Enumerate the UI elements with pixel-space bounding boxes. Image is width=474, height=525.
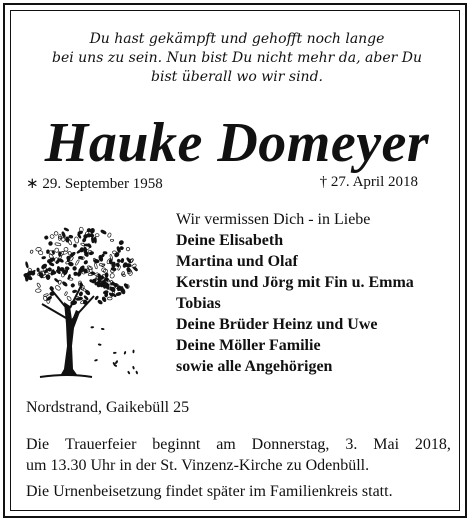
leaf [107, 297, 112, 300]
leaf [48, 257, 55, 263]
leaf [83, 247, 87, 254]
leaf [37, 283, 41, 288]
leaf [76, 249, 82, 254]
falling-leaf [113, 352, 117, 354]
leaf [124, 283, 129, 289]
leaf [30, 250, 34, 254]
leaf [95, 296, 99, 301]
leaf [25, 277, 30, 279]
ground-line [40, 375, 92, 377]
leaf [74, 237, 79, 244]
service-line-1 [26, 434, 451, 455]
leaf [72, 266, 77, 271]
leaf [62, 238, 66, 242]
falling-leaves [90, 326, 138, 375]
leaf [35, 289, 41, 293]
leaf [116, 292, 122, 296]
leaf [69, 235, 74, 239]
poem-line-2: bei uns zu sein. Nun bist Du nicht mehr da, aber Du [51, 50, 422, 66]
leaf [73, 244, 77, 248]
leaf [37, 268, 40, 272]
poem-line-1: Du hast gekämpft und gehofft noch lange [89, 31, 385, 47]
leaf [110, 239, 114, 241]
leaf [68, 262, 73, 266]
falling-leaf [123, 351, 126, 355]
falling-leaf [127, 371, 131, 375]
falling-leaf [90, 326, 94, 328]
service-word: 2018, [414, 436, 451, 453]
death-date: † 27. April 2018 [319, 174, 418, 190]
leaf [103, 251, 107, 254]
leaf [58, 234, 61, 240]
leaf [84, 244, 90, 247]
leaf [72, 290, 77, 293]
mourner-line: Deine Möller Familie [176, 337, 321, 354]
service-word: Die [26, 436, 50, 453]
mourner-line: Kerstin und Jörg mit Fin u. Emma [176, 274, 414, 291]
tree-foliage [24, 227, 139, 305]
leaf [55, 285, 62, 291]
leaf [66, 296, 72, 302]
leaf [79, 291, 83, 296]
leaf [116, 263, 120, 268]
poem-line-3: bist überall wo wir sind. [151, 69, 323, 85]
service-word: Mai [373, 436, 400, 453]
birth-date: ∗ 29. September 1958 [26, 176, 163, 192]
service-word: am [216, 436, 236, 453]
leaf [46, 274, 50, 279]
mourner-line: Tobias [176, 295, 221, 312]
leaf [74, 272, 78, 276]
leaf [83, 260, 88, 265]
leaf [68, 274, 71, 279]
leaf [69, 251, 76, 257]
service-word: Trauerfeier [65, 436, 137, 453]
tree-illustration [20, 224, 148, 384]
leaf [36, 247, 42, 251]
mourner-line: Deine Elisabeth [176, 232, 284, 249]
falling-leaf [132, 366, 135, 370]
address: Nordstrand, Gaikebüll 25 [26, 399, 190, 416]
leaf [64, 227, 69, 231]
leaf [67, 239, 72, 245]
leaf [54, 231, 58, 235]
leaf [117, 259, 121, 263]
mourner-line: Deine Brüder Heinz und Uwe [176, 316, 378, 333]
falling-leaf [94, 359, 98, 362]
leaf [121, 273, 125, 277]
falling-leaf [135, 370, 138, 374]
leaf [85, 289, 91, 295]
leaf [97, 299, 103, 304]
service-notice [26, 434, 451, 476]
leaf [126, 247, 131, 252]
leaf [95, 234, 99, 237]
leaf [109, 273, 115, 279]
poem [0, 30, 474, 87]
leaf [44, 235, 49, 239]
leaf [121, 258, 124, 263]
leaf [84, 295, 89, 300]
leaf [64, 291, 67, 295]
leaf [70, 283, 75, 288]
leaf [94, 263, 98, 269]
leaf [100, 229, 106, 234]
service-word: 3. [345, 436, 358, 453]
service-word: Donnerstag, [251, 436, 330, 453]
deceased-name: Hauke Domeyer [44, 112, 430, 174]
falling-leaf [98, 343, 102, 346]
leaf [62, 281, 68, 287]
mourner-line: sowie alle Angehörigen [176, 358, 333, 375]
leaf [48, 241, 53, 246]
leaf [77, 270, 82, 277]
service-line-2: um 13.30 Uhr in der St. Vinzenz-Kirche zu Odenbüll. [26, 457, 370, 474]
leaf [25, 262, 29, 269]
leaf [75, 259, 80, 265]
leaf [107, 232, 112, 237]
service-word: beginnt [152, 436, 201, 453]
leaf [41, 263, 48, 269]
leaf [91, 237, 94, 243]
leaf [125, 263, 131, 267]
leaf [87, 265, 94, 270]
leaf [42, 256, 46, 259]
leaf [94, 237, 97, 243]
falling-leaf [132, 350, 134, 354]
mourner-line: Martina und Olaf [176, 253, 298, 270]
mourners-intro: Wir vermissen Dich - in Liebe [176, 211, 371, 228]
mourners-block [176, 209, 414, 377]
leaf [46, 250, 49, 254]
leaf [118, 240, 124, 246]
leaf [54, 248, 59, 253]
burial-notice: Die Urnenbeisetzung findet später im Familienkreis statt. [26, 483, 393, 500]
leaf [55, 242, 61, 246]
leaf [104, 292, 108, 297]
falling-leaf [101, 328, 105, 331]
leaf [111, 262, 115, 268]
leaf [49, 234, 54, 239]
leaf [49, 262, 54, 266]
